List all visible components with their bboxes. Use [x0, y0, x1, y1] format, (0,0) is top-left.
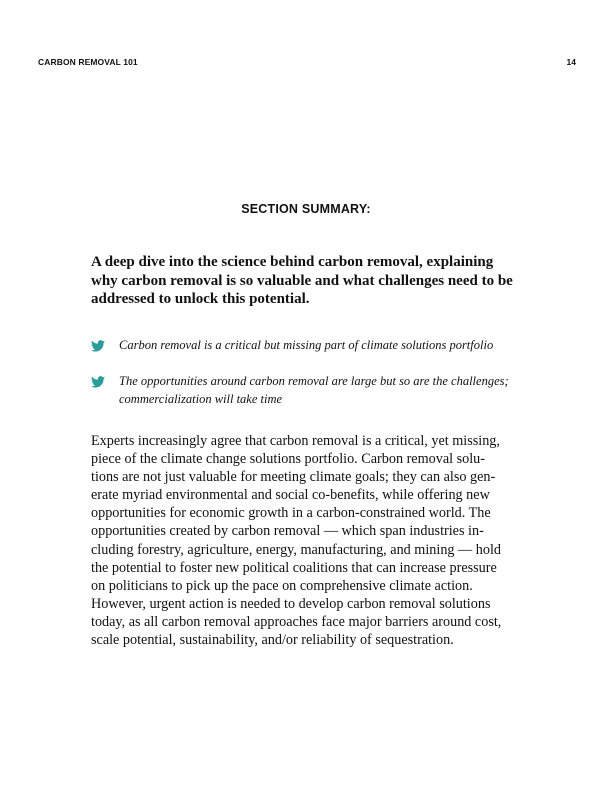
body-line: today, as all carbon removal approaches face major barriers around cost, [91, 613, 502, 630]
bullet-text: Carbon removal is a critical but missing part of climate solutions portfolio [119, 338, 494, 352]
bullet-text: The opportunities around carbon removal are large but so are the challenges; commercialization will take time [119, 374, 509, 406]
running-header-title: CARBON REMOVAL 101 [38, 57, 138, 67]
body-line: erate myriad environmental and social co-benefits, while offering new [91, 487, 490, 504]
twitter-bird-icon[interactable] [91, 339, 105, 351]
body-line: scale potential, sustainability, and/or reliability of sequestration. [91, 632, 454, 649]
body-line: cluding forestry, agriculture, energy, manufacturing, and mining — hold [91, 541, 502, 558]
summary-bullet [91, 336, 521, 354]
body-line: piece of the climate change solutions portfolio. Carbon removal solu- [91, 451, 485, 468]
body-line: on politicians to pick up the pace on comprehensive climate action. [91, 577, 473, 594]
section-summary: A deep dive into the science behind carbon removal, explaining why carbon removal is so valuable and what challenges need to be addressed to unlock this potential. [91, 254, 513, 307]
section-heading: SECTION SUMMARY: [241, 202, 371, 216]
summary-bullet [91, 372, 521, 408]
body-line: opportunities for economic growth in a carbon-constrained world. The [91, 505, 491, 522]
twitter-bird-icon[interactable] [91, 375, 105, 387]
body-line: opportunities created by carbon removal — which span industries in- [91, 523, 484, 540]
body-line: the potential to foster new political coalitions that can increase pressure [91, 559, 497, 576]
body-line: However, urgent action is needed to develop carbon removal solutions [91, 595, 491, 612]
body-line: tions are not just valuable for meeting climate goals; they can also gen- [91, 469, 496, 486]
page-number: 14 [566, 57, 576, 67]
body-line: Experts increasingly agree that carbon removal is a critical, yet missing, [91, 433, 500, 449]
body-paragraph [91, 432, 521, 649]
